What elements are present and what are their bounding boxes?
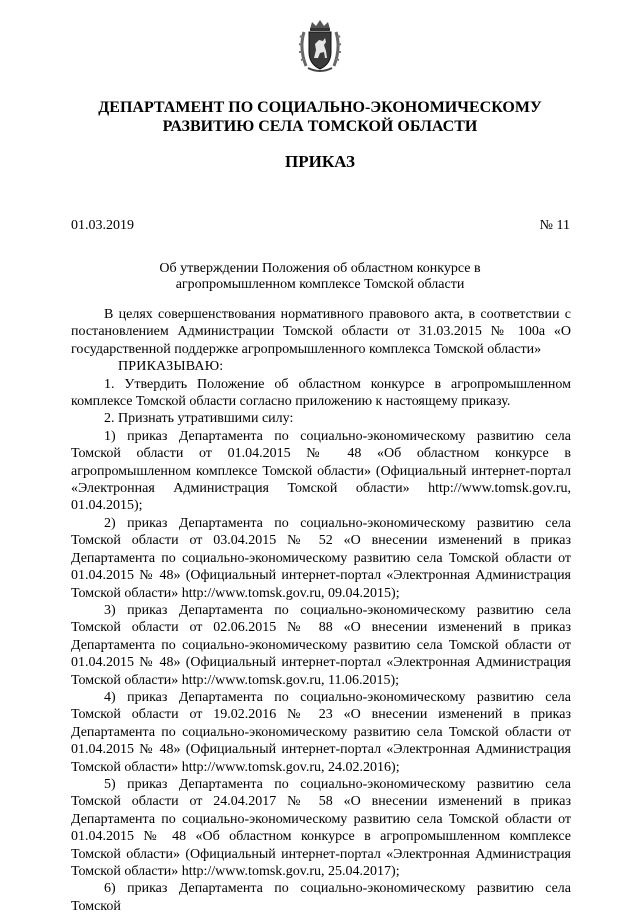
order-date: 01.03.2019: [71, 218, 134, 233]
repealed-item-6: 6) приказ Департамента по социально-экономическому развитию села Томской: [71, 881, 571, 914]
document-type-title: ПРИКАЗ: [285, 152, 355, 171]
department-line-1: ДЕПАРТАМЕНТ ПО СОЦИАЛЬНО-ЭКОНОМИЧЕСКОМУ: [98, 99, 542, 116]
preamble-paragraph: В целях совершенствования нормативного правового акта, в соответствии с постановлением Администрации Томской области от 31.03.2015 № 100а «О государственной поддержке агропромышленного комплекса Томской области»: [71, 307, 571, 357]
repealed-item-4: 4) приказ Департамента по социально-экономическому развитию села Томской области от 19.02.2016 № 23 «О внесении изменений в приказ Департамента по социально-экономическому развитию села Томской области от 01.04.2015 № 48» (Официальный интернет-портал «Электронная Администрация Томской области» http://www.tomsk.gov.ru, 24.02.2016);: [71, 689, 571, 775]
repealed-item-2: 2) приказ Департамента по социально-экономическому развитию села Томской области от 03.04.2015 № 52 «О внесении изменений в приказ Департамента по социально-экономическому развитию села Томской области от 01.04.2015 № 48» (Официальный интернет-портал «Электронная Администрация Томской области» http://www.tomsk.gov.ru, 09.04.2015);: [71, 515, 571, 601]
item-1-paragraph: 1. Утвердить Положение об областном конкурсе в агропромышленном комплексе Томской области согласно приложению к настоящему приказу.: [71, 376, 571, 410]
repealed-item-3: 3) приказ Департамента по социально-экономическому развитию села Томской области от 02.06.2015 № 88 «О внесении изменений в приказ Департамента по социально-экономическому развитию села Томской области от 01.04.2015 № 48» (Официальный интернет-портал «Электронная Администрация Томской области» http://www.tomsk.gov.ru, 11.06.2015);: [71, 602, 571, 688]
order-subject: Об утверждении Положения об областном конкурсе в агропромышленном комплексе Томской области: [159, 261, 481, 292]
repealed-item-5: 5) приказ Департамента по социально-экономическому развитию села Томской области от 24.04.2017 № 58 «О внесении изменений в приказ Департамента по социально-экономическому развитию села Томской области от 01.04.2015 № 48 «Об областном конкурсе в агропромышленном комплексе Томской области» (Официальный интернет-портал «Электронная Администрация Томской области» http://www.tomsk.gov.ru, 25.04.2017);: [71, 776, 571, 879]
order-word: ПРИКАЗЫВАЮ:: [118, 359, 224, 375]
department-line-2: РАЗВИТИЮ СЕЛА ТОМСКОЙ ОБЛАСТИ: [162, 118, 478, 135]
coat-of-arms-icon: [298, 18, 342, 74]
order-number: № 11: [539, 218, 570, 233]
item-2-paragraph: 2. Признать утратившими силу:: [104, 411, 294, 427]
order-body: [71, 306, 571, 915]
department-name: [60, 98, 580, 136]
repealed-item-1: 1) приказ Департамента по социально-экономическому развитию села Томской области от 01.04.2015 № 48 «Об областном конкурсе в агропромышленном комплексе Томской области» (Официальный интернет-портал «Электронная Администрация Томской области» http://www.tomsk.gov.ru, 01.04.2015);: [71, 428, 571, 514]
